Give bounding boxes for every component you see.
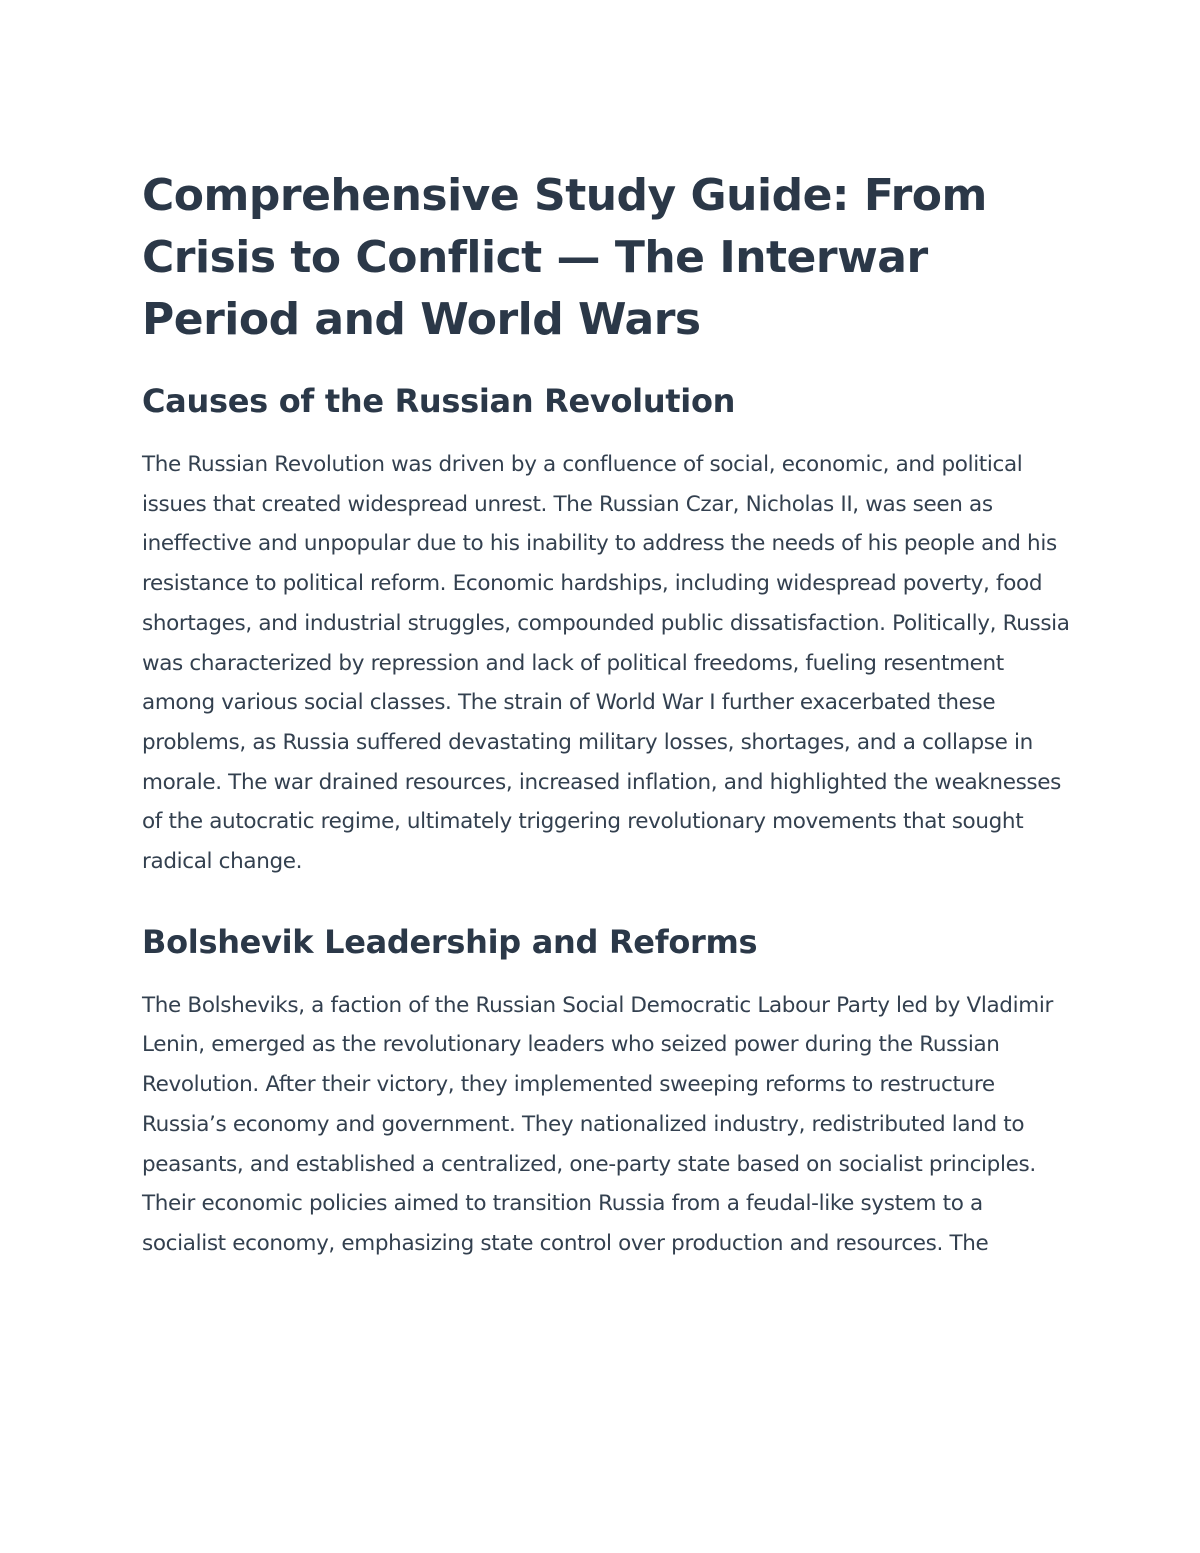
- section-heading: Causes of the Russian Revolution: [142, 382, 736, 420]
- document-page: [142, 165, 1072, 1302]
- section-body: The Bolsheviks, a faction of the Russian Social Democratic Labour Party led by Vladimir Lenin, emerged as the revolutionary leaders who seized power during the Russian Revolution. After their victory, they implemented sweeping reforms to restructure Russia’s economy and government. They nationalized industry, redistributed land to peasants, and established a centralized, one-party state based on socialist principles. Their economic policies aimed to transition Russia from a feudal-like system to a socialist economy, emphasizing state control over production and resources. The: [142, 992, 1053, 1256]
- document-title: Comprehensive Study Guide: From Crisis to Conflict — The Interwar Period and World Wars: [142, 170, 987, 345]
- section-bolshevik-leadership: [142, 920, 1072, 1264]
- section-causes-russian-revolution: [142, 379, 1072, 882]
- section-body: The Russian Revolution was driven by a confluence of social, economic, and political issues that created widespread unrest. The Russian Czar, Nicholas II, was seen as ineffective and unpopular due to his inability to address the needs of his people and his resistance to political reform. Economic hardships, including widespread poverty, food shortages, and industrial struggles, compounded public dissatisfaction. Politically, Russia was characterized by repression and lack of political freedoms, fueling resentment among various social classes. The strain of World War I further exacerbated these problems, as Russia suffered devastating military losses, shortages, and a collapse in morale. The war drained resources, increased inflation, and highlighted the weaknesses of the autocratic regime, ultimately triggering revolutionary movements that sought radical change.: [142, 452, 1070, 875]
- section-heading: Bolshevik Leadership and Reforms: [142, 922, 758, 961]
